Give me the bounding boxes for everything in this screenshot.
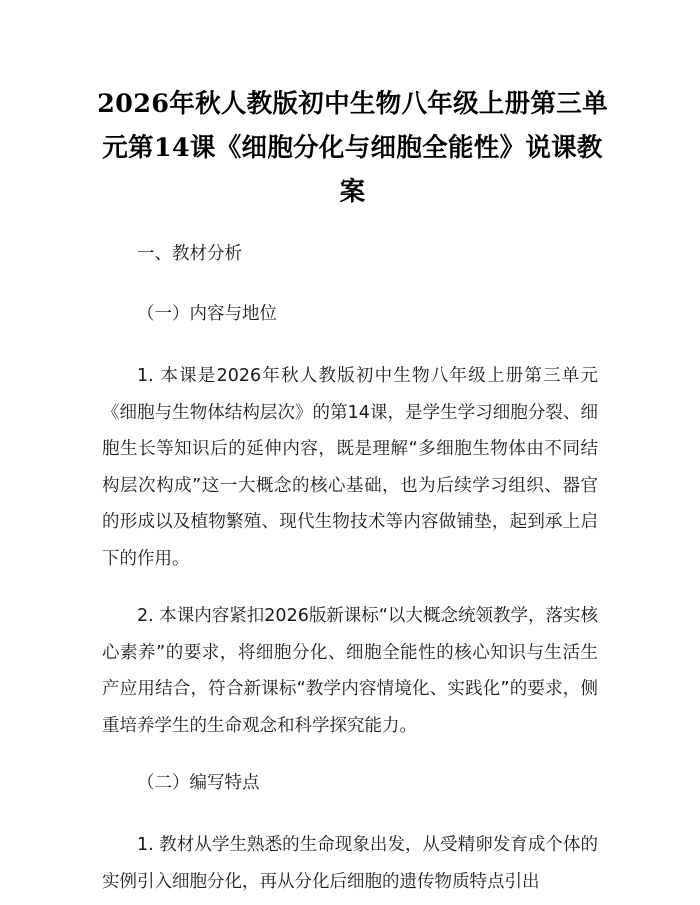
paragraph-content-position-2: 2. 本课内容紧扣2026版新课标“以大概念统领教学，落实核心素养”的要求，将细胞分化、细胞全能性的核心知识与生活生产应用结合，符合新课标“教学内容情境化、实践化”的要求，侧重培养学生的生命观念和科学探究能力。 bbox=[102, 606, 598, 736]
subsection-heading-writing-features: （二）编写特点 bbox=[137, 773, 260, 793]
subsection-heading-content-position: （一）内容与地位 bbox=[137, 304, 277, 324]
section-heading-materials-analysis: 一、教材分析 bbox=[137, 244, 242, 264]
paragraph-writing-features-1: 1. 教材从学生熟悉的生命现象出发，从受精卵发育成个体的实例引入细胞分化，再从分化后细胞的遗传物质特点引出 bbox=[102, 835, 598, 892]
paragraph-content-position-1: 1. 本课是2026年秋人教版初中生物八年级上册第三单元《细胞与生物体结构层次》的第14课，是学生学习细胞分裂、细胞生长等知识后的延伸内容，既是理解“多细胞生物体由不同结构层次构成”这一大概念的核心基础，也为后续学习组织、器官的形成以及植物繁殖、现代生物技术等内容做铺垫，起到承上启下的作用。 bbox=[102, 366, 598, 569]
document-title: 2026年秋人教版初中生物八年级上册第三单元第14课《细胞分化与细胞全能性》说课教案 bbox=[97, 89, 608, 207]
document-body bbox=[102, 236, 598, 900]
